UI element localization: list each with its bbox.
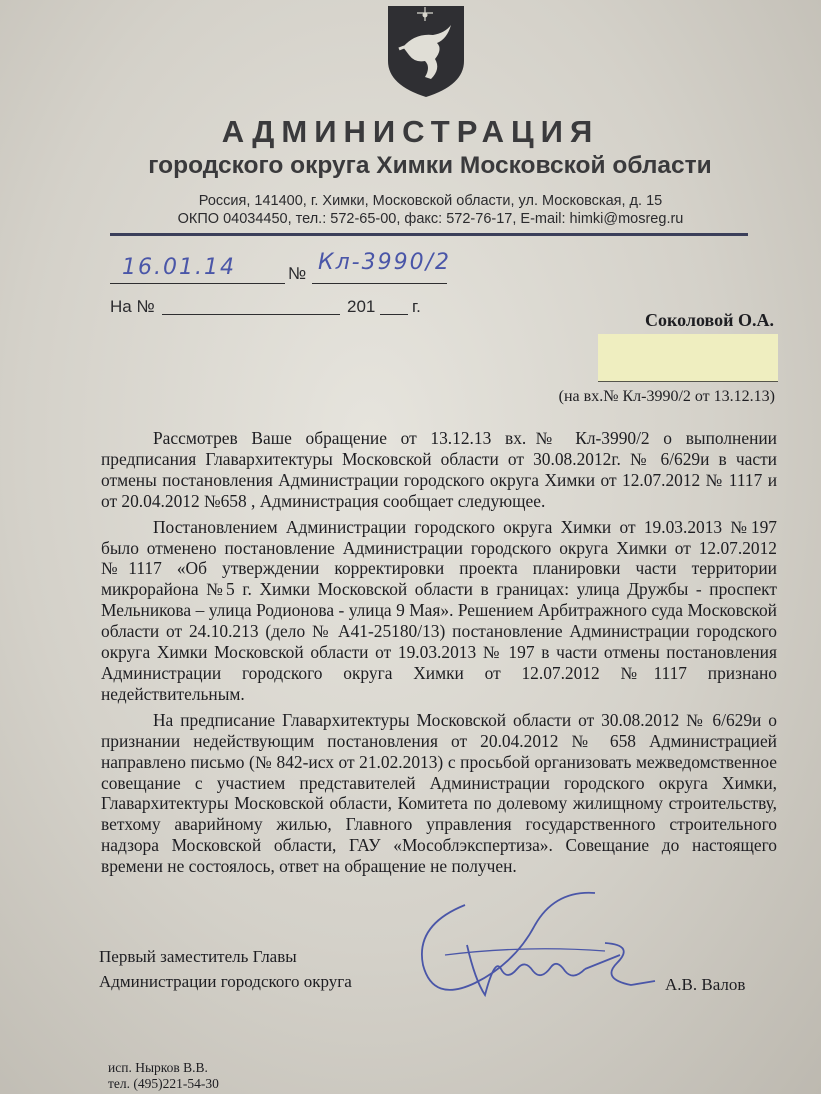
executor-name: исп. Нырков В.В. xyxy=(108,1060,208,1075)
organization-subtitle: городского округа Химки Московской области xyxy=(148,152,712,179)
position-line-2: Администрации городского округа xyxy=(99,972,352,991)
reply-to-label: На № xyxy=(110,297,155,316)
year-suffix: г. xyxy=(412,297,421,316)
paragraph-2: Постановлением Администрации городского округа Химки от 19.03.2013 №197 было отменено постановление Администрации городского округа Химки от 12.07.2012 №1117 «Об утверждении корректировки проекта планировки части территории микрорайона №5 г. Химки Московской области в границах: улица Дружбы - проспект Мельникова – улица Родионова - улица 9 Мая». Решением Арбитражного суда Московской области от 24.10.213 (дело № А41-25180/13) постановление Администрации городского округа Химки Московской области от 19.03.2013 № 197 в части отмены постановления Администрации городского округа Химки от 12.07.2012 №1117 признано недействительным. xyxy=(101,516,777,704)
khimki-coat-of-arms-icon xyxy=(385,3,467,99)
number-underline xyxy=(312,283,447,284)
handwritten-signature xyxy=(405,885,675,1015)
position-line-1: Первый заместитель Главы xyxy=(99,947,297,966)
signer-name: А.В. Валов xyxy=(665,975,746,994)
addressee-name: Соколовой О.А. xyxy=(644,310,774,330)
reply-number-underline xyxy=(162,314,340,315)
letter-body xyxy=(101,428,777,882)
outgoing-number-label: № xyxy=(288,264,307,283)
contacts-line: ОКПО 04034450, тел.: 572-65-00, факс: 572-76-17, E-mail: himki@mosreg.ru xyxy=(177,211,684,227)
addressee-underline xyxy=(598,381,778,382)
header-divider xyxy=(110,233,748,236)
signer-position xyxy=(99,944,352,994)
handwritten-date: 16.01.14 xyxy=(122,255,236,280)
date-underline xyxy=(110,283,285,284)
executor-phone: тел. (495)221-54-30 xyxy=(108,1076,219,1091)
year-underline xyxy=(380,314,408,315)
address-line: Россия, 141400, г. Химки, Московской области, ул. Московская, д. 15 xyxy=(198,193,663,209)
paragraph-1: Рассмотрев Ваше обращение от 13.12.13 вх.№ Кл-3990/2 о выполнении предписания Главархитектуры Московской области от 30.08.2012г. № 6/629и в части отмены постановления Администрации городского округа Химки от 12.07.2012 № 1117 и от 20.04.2012 №658 , Администрация сообщает следующее. xyxy=(101,428,777,511)
handwritten-number: Кл-3990/2 xyxy=(318,250,452,275)
incoming-reference: (на вх.№ Кл-3990/2 от 13.12.13) xyxy=(558,388,775,405)
organization-title: АДМИНИСТРАЦИЯ xyxy=(221,114,600,149)
redaction-sticky-note xyxy=(598,334,778,381)
paragraph-3: На предписание Главархитектуры Московской области от 30.08.2012 № 6/629и о признании недействующим постановления от 20.04.2012 № 658 Администрацией направлено письмо (№ 842-исх от 21.02.2013) с просьбой организовать межведомственное совещание с участием представителей Администрации городского округа Химки, Главархитектуры Московской области, Комитета по долевому жилищному строительству, ветхому аварийному жилью, Главного управления государственного строительного надзора Московской области, ГАУ «Мособлэкспертиза». Совещание до настоящего времени не состоялось, ответ на обращение не получен. xyxy=(101,709,777,877)
year-label: 201 xyxy=(347,297,376,316)
